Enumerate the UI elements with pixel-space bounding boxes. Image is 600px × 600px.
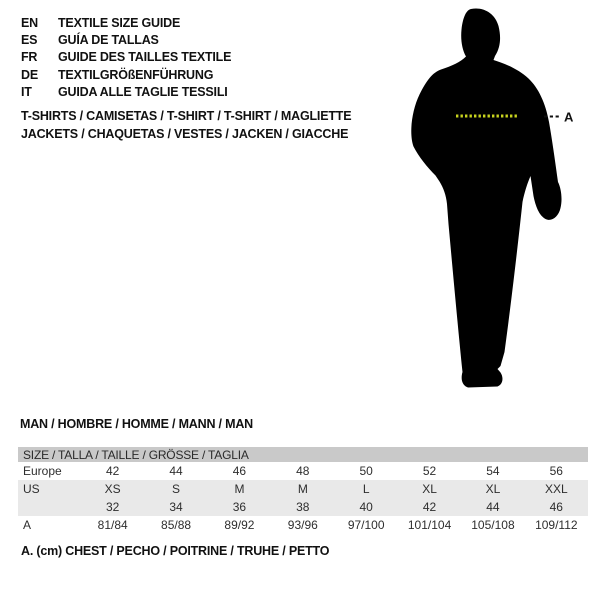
- size-cell: S: [172, 482, 181, 496]
- size-cell: 34: [169, 500, 183, 514]
- table-row-chest-cm: [18, 516, 588, 534]
- size-table-header: SIZE / TALLA / TAILLE / GRÖSSE / TAGLIA: [18, 447, 588, 462]
- size-cell: XL: [422, 482, 437, 496]
- table-row-us-letters: [18, 480, 588, 498]
- size-cell: M: [297, 482, 308, 496]
- size-table: [18, 447, 588, 534]
- section-title-man: MAN / HOMBRE / HOMME / MANN / MAN: [20, 417, 253, 431]
- size-cell: 36: [232, 500, 247, 514]
- size-cell: 109/112: [535, 518, 578, 532]
- measurement-footnote: A. (cm) CHEST / PECHO / POITRINE / TRUHE / PETTO: [21, 544, 330, 558]
- man-silhouette: [411, 8, 561, 387]
- lang-code: ES: [21, 32, 38, 47]
- size-cell: 97/100: [347, 518, 385, 532]
- size-cell: XXL: [544, 482, 568, 496]
- category-tshirts: T-SHIRTS / CAMISETAS / T-SHIRT / T-SHIRT / MAGLIETTE: [21, 109, 352, 123]
- size-cell: 48: [296, 464, 310, 478]
- size-cell: XL: [485, 482, 501, 496]
- measure-label-a: A: [564, 109, 574, 125]
- table-row-us-numbers: [18, 498, 588, 516]
- lang-title: TEXTILGRÖßENFÜHRUNG: [58, 67, 214, 82]
- row-label: A: [23, 518, 32, 532]
- lang-title: GUÍA DE TALLAS: [58, 32, 159, 47]
- lang-code: EN: [21, 15, 38, 30]
- size-cell: 40: [359, 500, 373, 514]
- size-cell: 101/104: [407, 518, 452, 532]
- size-cell: 50: [359, 464, 373, 478]
- size-cell: 52: [422, 464, 437, 478]
- lang-title: TEXTILE SIZE GUIDE: [58, 15, 181, 30]
- table-row-europe: [18, 462, 588, 480]
- size-cell: 46: [232, 464, 247, 478]
- size-cell: XS: [104, 482, 121, 496]
- lang-title: GUIDA ALLE TAGLIE TESSILI: [58, 84, 228, 99]
- lang-title: GUIDE DES TAILLES TEXTILE: [58, 50, 232, 65]
- size-cell: 93/96: [287, 518, 318, 532]
- size-cell: L: [362, 482, 370, 496]
- size-cell: 44: [169, 464, 183, 478]
- category-jackets: JACKETS / CHAQUETAS / VESTES / JACKEN / GIACCHE: [21, 126, 349, 141]
- size-cell: 81/84: [97, 518, 128, 532]
- size-cell: 54: [486, 464, 500, 478]
- lang-code: DE: [21, 67, 38, 82]
- size-cell: M: [234, 482, 245, 496]
- size-cell: 85/88: [161, 518, 192, 532]
- size-cell: 38: [296, 500, 310, 514]
- size-cell: 56: [549, 464, 563, 478]
- lang-code: IT: [21, 84, 32, 99]
- size-cell: 42: [422, 500, 437, 514]
- lang-code: FR: [21, 50, 38, 65]
- size-cell: 32: [106, 500, 120, 514]
- size-cell: 44: [486, 500, 500, 514]
- size-cell: 46: [549, 500, 563, 514]
- row-label: US: [23, 482, 40, 496]
- row-label: Europe: [23, 464, 62, 478]
- size-cell: 105/108: [471, 518, 515, 532]
- size-cell: 42: [106, 464, 120, 478]
- size-cell: 89/92: [224, 518, 255, 532]
